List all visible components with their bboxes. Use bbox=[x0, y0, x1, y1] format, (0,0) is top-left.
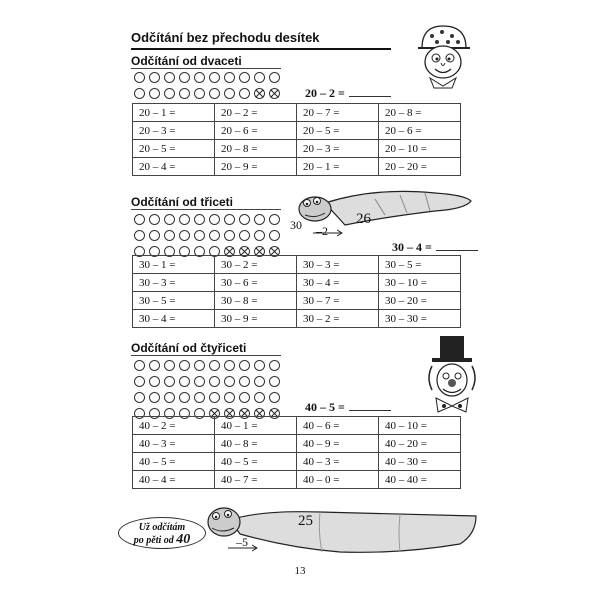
exercise-cell[interactable]: 40 – 5 = bbox=[133, 453, 215, 471]
exercise-cell[interactable]: 20 – 7 = bbox=[297, 104, 379, 122]
exercise-cell[interactable]: 30 – 4 = bbox=[133, 310, 215, 328]
exercise-cell[interactable]: 30 – 10 = bbox=[379, 274, 461, 292]
exercise-cell[interactable]: 20 – 5 = bbox=[133, 140, 215, 158]
exercise-cell[interactable]: 30 – 5 = bbox=[133, 292, 215, 310]
counting-circle bbox=[134, 230, 145, 241]
counting-circle bbox=[254, 376, 265, 387]
counting-circle bbox=[134, 214, 145, 225]
exercise-cell[interactable]: 40 – 8 = bbox=[215, 435, 297, 453]
counting-circle bbox=[269, 376, 280, 387]
counting-circle bbox=[269, 72, 280, 83]
bubble-number: 40 bbox=[176, 532, 191, 547]
counting-circle bbox=[179, 392, 190, 403]
exercise-cell[interactable]: 40 – 4 = bbox=[133, 471, 215, 489]
counting-circle bbox=[179, 88, 190, 99]
section-heading-20: Odčítání od dvaceti bbox=[131, 54, 242, 68]
table-row bbox=[133, 140, 461, 158]
counting-circle bbox=[179, 360, 190, 371]
counting-circle bbox=[239, 88, 250, 99]
exercise-cell[interactable]: 40 – 6 = bbox=[297, 417, 379, 435]
exercise-table-30 bbox=[132, 255, 461, 328]
counting-circle bbox=[194, 376, 205, 387]
counting-circle bbox=[209, 230, 220, 241]
counting-circles-40 bbox=[134, 360, 283, 422]
exercise-cell[interactable]: 30 – 7 = bbox=[297, 292, 379, 310]
exercise-cell[interactable]: 30 – 4 = bbox=[297, 274, 379, 292]
exercise-cell[interactable]: 40 – 5 = bbox=[215, 453, 297, 471]
counting-circle bbox=[164, 230, 175, 241]
exercise-cell[interactable]: 20 – 10 = bbox=[379, 140, 461, 158]
answer-blank[interactable] bbox=[436, 250, 478, 251]
counting-circle bbox=[209, 72, 220, 83]
counting-circle bbox=[149, 230, 160, 241]
counting-circle bbox=[209, 376, 220, 387]
crossed-circle bbox=[254, 88, 265, 99]
counting-circle bbox=[269, 214, 280, 225]
counting-circle bbox=[224, 88, 235, 99]
exercise-cell[interactable]: 20 – 3 = bbox=[133, 122, 215, 140]
counting-circle bbox=[149, 214, 160, 225]
section-heading-40: Odčítání od čtyřiceti bbox=[131, 341, 247, 355]
table-row bbox=[133, 122, 461, 140]
counting-circle bbox=[239, 214, 250, 225]
table-row bbox=[133, 453, 461, 471]
counting-circle bbox=[224, 376, 235, 387]
snake-minus-label: –2 bbox=[316, 224, 328, 238]
snake-result-number: 25 bbox=[298, 513, 313, 529]
exercise-cell[interactable]: 20 – 5 = bbox=[297, 122, 379, 140]
exercise-cell[interactable]: 30 – 2 = bbox=[297, 310, 379, 328]
counting-circle bbox=[194, 88, 205, 99]
exercise-cell[interactable]: 30 – 20 = bbox=[379, 292, 461, 310]
counting-circle bbox=[254, 214, 265, 225]
exercise-cell[interactable]: 40 – 3 = bbox=[297, 453, 379, 471]
snake-result-number: 26 bbox=[356, 211, 371, 227]
exercise-cell[interactable]: 30 – 3 = bbox=[297, 256, 379, 274]
counting-circle bbox=[164, 88, 175, 99]
exercise-cell[interactable]: 30 – 5 = bbox=[379, 256, 461, 274]
table-row bbox=[133, 256, 461, 274]
counting-circle bbox=[254, 392, 265, 403]
table-row bbox=[133, 471, 461, 489]
counting-circle bbox=[179, 214, 190, 225]
exercise-cell[interactable]: 20 – 8 = bbox=[215, 140, 297, 158]
exercise-cell[interactable]: 20 – 8 = bbox=[379, 104, 461, 122]
section-rule bbox=[131, 209, 281, 210]
counting-circle bbox=[134, 88, 145, 99]
exercise-cell[interactable]: 20 – 6 = bbox=[215, 122, 297, 140]
counting-circle bbox=[239, 376, 250, 387]
counting-circle bbox=[209, 214, 220, 225]
exercise-cell[interactable]: 40 – 2 = bbox=[133, 417, 215, 435]
counting-circle bbox=[224, 360, 235, 371]
bubble-line-1: Už odčítám bbox=[138, 522, 186, 533]
exercise-cell[interactable]: 40 – 30 = bbox=[379, 453, 461, 471]
counting-circle bbox=[254, 360, 265, 371]
page-number: 13 bbox=[294, 565, 306, 577]
counting-circle bbox=[164, 214, 175, 225]
exercise-cell[interactable]: 30 – 1 = bbox=[133, 256, 215, 274]
counting-circle bbox=[164, 376, 175, 387]
counting-circle bbox=[269, 360, 280, 371]
speech-bubble bbox=[118, 517, 206, 549]
snake-start-number: 30 bbox=[290, 218, 302, 232]
counting-circle bbox=[224, 230, 235, 241]
section-heading-30: Odčítání od třiceti bbox=[131, 195, 234, 209]
counting-circle bbox=[194, 360, 205, 371]
exercise-cell[interactable]: 30 – 2 = bbox=[215, 256, 297, 274]
counting-circle bbox=[134, 376, 145, 387]
exercise-cell[interactable]: 40 – 7 = bbox=[215, 471, 297, 489]
exercise-cell[interactable]: 30 – 30 = bbox=[379, 310, 461, 328]
table-row bbox=[133, 274, 461, 292]
counting-circle bbox=[149, 88, 160, 99]
counting-circle bbox=[269, 230, 280, 241]
example-equation: 30 – 4 = bbox=[392, 240, 478, 255]
counting-circle bbox=[239, 230, 250, 241]
section-rule bbox=[131, 355, 281, 356]
table-row bbox=[133, 104, 461, 122]
exercise-cell[interactable]: 30 – 3 = bbox=[133, 274, 215, 292]
bubble-line-2: po pěti od bbox=[133, 535, 174, 546]
snake-minus-label: –5 bbox=[236, 535, 248, 549]
answer-blank[interactable] bbox=[349, 96, 391, 97]
exercise-cell[interactable]: 40 – 20 = bbox=[379, 435, 461, 453]
table-row bbox=[133, 158, 461, 176]
exercise-cell[interactable]: 20 – 6 = bbox=[379, 122, 461, 140]
exercise-cell[interactable]: 20 – 4 = bbox=[133, 158, 215, 176]
counting-circle bbox=[254, 230, 265, 241]
exercise-cell[interactable]: 30 – 8 = bbox=[215, 292, 297, 310]
counting-circle bbox=[239, 392, 250, 403]
exercise-cell[interactable]: 40 – 10 = bbox=[379, 417, 461, 435]
counting-circle bbox=[239, 360, 250, 371]
counting-circle bbox=[194, 72, 205, 83]
table-row bbox=[133, 417, 461, 435]
counting-circle bbox=[224, 214, 235, 225]
counting-circle bbox=[209, 392, 220, 403]
counting-circle bbox=[254, 72, 265, 83]
table-row bbox=[133, 310, 461, 328]
clown-illustration bbox=[422, 332, 482, 414]
exercise-cell[interactable]: 30 – 6 = bbox=[215, 274, 297, 292]
counting-circles-30 bbox=[134, 214, 283, 260]
section-rule bbox=[131, 68, 281, 69]
counting-circle bbox=[164, 72, 175, 83]
counting-circle bbox=[194, 392, 205, 403]
counting-circle bbox=[149, 392, 160, 403]
table-row bbox=[133, 435, 461, 453]
counting-circle bbox=[149, 360, 160, 371]
counting-circle bbox=[224, 72, 235, 83]
exercise-cell[interactable]: 30 – 9 = bbox=[215, 310, 297, 328]
example-equation: 40 – 5 = bbox=[305, 400, 391, 415]
counting-circle bbox=[209, 360, 220, 371]
counting-circle bbox=[179, 230, 190, 241]
counting-circle bbox=[134, 72, 145, 83]
counting-circle bbox=[224, 392, 235, 403]
counting-circle bbox=[239, 72, 250, 83]
answer-blank[interactable] bbox=[349, 410, 391, 411]
counting-circle bbox=[149, 72, 160, 83]
snake-illustration bbox=[285, 185, 475, 245]
counting-circle bbox=[164, 392, 175, 403]
counting-circle bbox=[194, 230, 205, 241]
exercise-cell[interactable]: 40 – 9 = bbox=[297, 435, 379, 453]
exercise-table-20 bbox=[132, 103, 461, 176]
exercise-cell[interactable]: 20 – 2 = bbox=[215, 104, 297, 122]
counting-circle bbox=[194, 214, 205, 225]
title-underline bbox=[131, 48, 391, 50]
exercise-cell[interactable]: 20 – 3 = bbox=[297, 140, 379, 158]
table-row bbox=[133, 292, 461, 310]
boy-illustration bbox=[412, 22, 474, 90]
exercise-cell[interactable]: 20 – 1 = bbox=[133, 104, 215, 122]
counting-circle bbox=[164, 360, 175, 371]
counting-circle bbox=[209, 88, 220, 99]
exercise-cell[interactable]: 40 – 0 = bbox=[297, 471, 379, 489]
exercise-table-40 bbox=[132, 416, 461, 489]
counting-circle bbox=[134, 360, 145, 371]
exercise-cell[interactable]: 40 – 3 = bbox=[133, 435, 215, 453]
crossed-circle bbox=[269, 88, 280, 99]
exercise-cell[interactable]: 40 – 40 = bbox=[379, 471, 461, 489]
exercise-cell[interactable]: 20 – 20 = bbox=[379, 158, 461, 176]
example-equation: 20 – 2 = bbox=[305, 86, 391, 101]
exercise-cell[interactable]: 20 – 9 = bbox=[215, 158, 297, 176]
counting-circle bbox=[134, 392, 145, 403]
exercise-cell[interactable]: 40 – 1 = bbox=[215, 417, 297, 435]
exercise-cell[interactable]: 20 – 1 = bbox=[297, 158, 379, 176]
counting-circle bbox=[179, 376, 190, 387]
counting-circle bbox=[149, 376, 160, 387]
counting-circles-20 bbox=[134, 72, 283, 102]
counting-circle bbox=[179, 72, 190, 83]
snake-illustration-bottom bbox=[200, 500, 480, 564]
counting-circle bbox=[269, 392, 280, 403]
page-title: Odčítání bez přechodu desítek bbox=[131, 30, 320, 45]
